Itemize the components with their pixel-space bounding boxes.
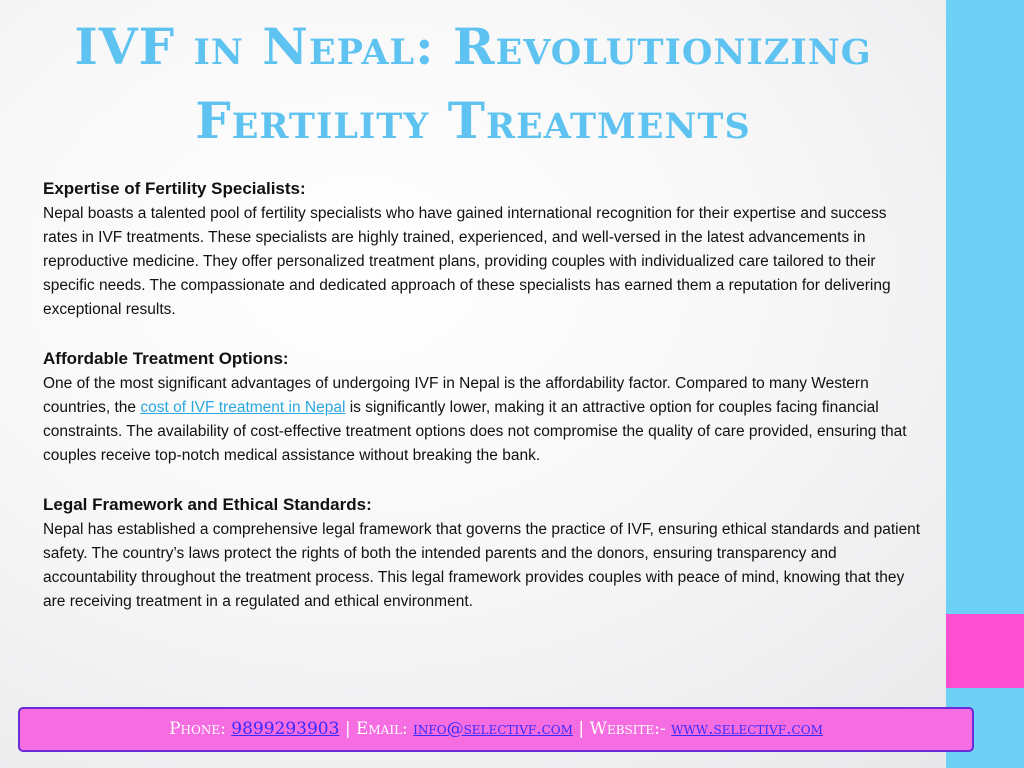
separator: | bbox=[572, 719, 590, 739]
page-title bbox=[0, 10, 946, 158]
pink-accent-block bbox=[946, 614, 1024, 688]
section-body: Nepal has established a comprehensive legal framework that governs the practice of IVF, ensuring ethical standards and patient safety. The country’s laws protect the rights of both the intended parents and the donors, ensuring transparency and accountability throughout the treatment process. This legal framework provides couples with peace of mind, knowing that they are receiving treatment in a regulated and ethical environment. bbox=[43, 521, 921, 610]
email-label: Email: bbox=[355, 719, 414, 739]
section-legal bbox=[43, 492, 923, 614]
body-text-after: is significantly lower, making it an attractive option for couples facing financial constraints. The availability of cost-effective treatment options does not compromise the quality of care provided, ensuring that couples receive top-notch medical assistance without breaking the bank. bbox=[43, 399, 907, 464]
website-label: Website:- bbox=[589, 719, 672, 739]
section-body bbox=[43, 372, 923, 468]
section-heading: Expertise of Fertility Specialists: bbox=[43, 179, 306, 198]
section-expertise bbox=[43, 176, 923, 322]
email-link[interactable]: info@selectivf.com bbox=[413, 719, 573, 739]
right-decorative-bar bbox=[946, 0, 1024, 768]
section-heading: Legal Framework and Ethical Standards: bbox=[43, 495, 372, 514]
title-line-2: Fertility Treatments bbox=[195, 91, 751, 150]
contact-footer bbox=[18, 707, 974, 752]
website-link[interactable]: www.selectivf.com bbox=[671, 719, 823, 739]
phone-link[interactable]: 9899293903 bbox=[231, 719, 340, 739]
section-heading: Affordable Treatment Options: bbox=[43, 349, 289, 368]
section-body: Nepal boasts a talented pool of fertility specialists who have gained international recognition for their expertise and success rates in IVF treatments. These specialists are highly trained, experienced, and well-versed in the latest advancements in reproductive medicine. They offer personalized treatment plans, providing couples with individualized care tailored to their specific needs. The compassionate and dedicated approach of these specialists has earned them a reputation for delivering exceptional results. bbox=[43, 205, 891, 318]
title-line-1: IVF in Nepal: Revolutionizing bbox=[74, 17, 872, 76]
body-text-before: One of the most significant advantages of undergoing IVF in Nepal is the affordability factor. Compared to many Western countries, the bbox=[43, 375, 869, 416]
separator: | bbox=[339, 719, 356, 739]
main-content bbox=[43, 176, 923, 638]
section-affordable bbox=[43, 346, 923, 468]
cost-of-ivf-link[interactable]: cost of IVF treatment in Nepal bbox=[140, 399, 346, 416]
phone-label: Phone: bbox=[169, 719, 232, 739]
